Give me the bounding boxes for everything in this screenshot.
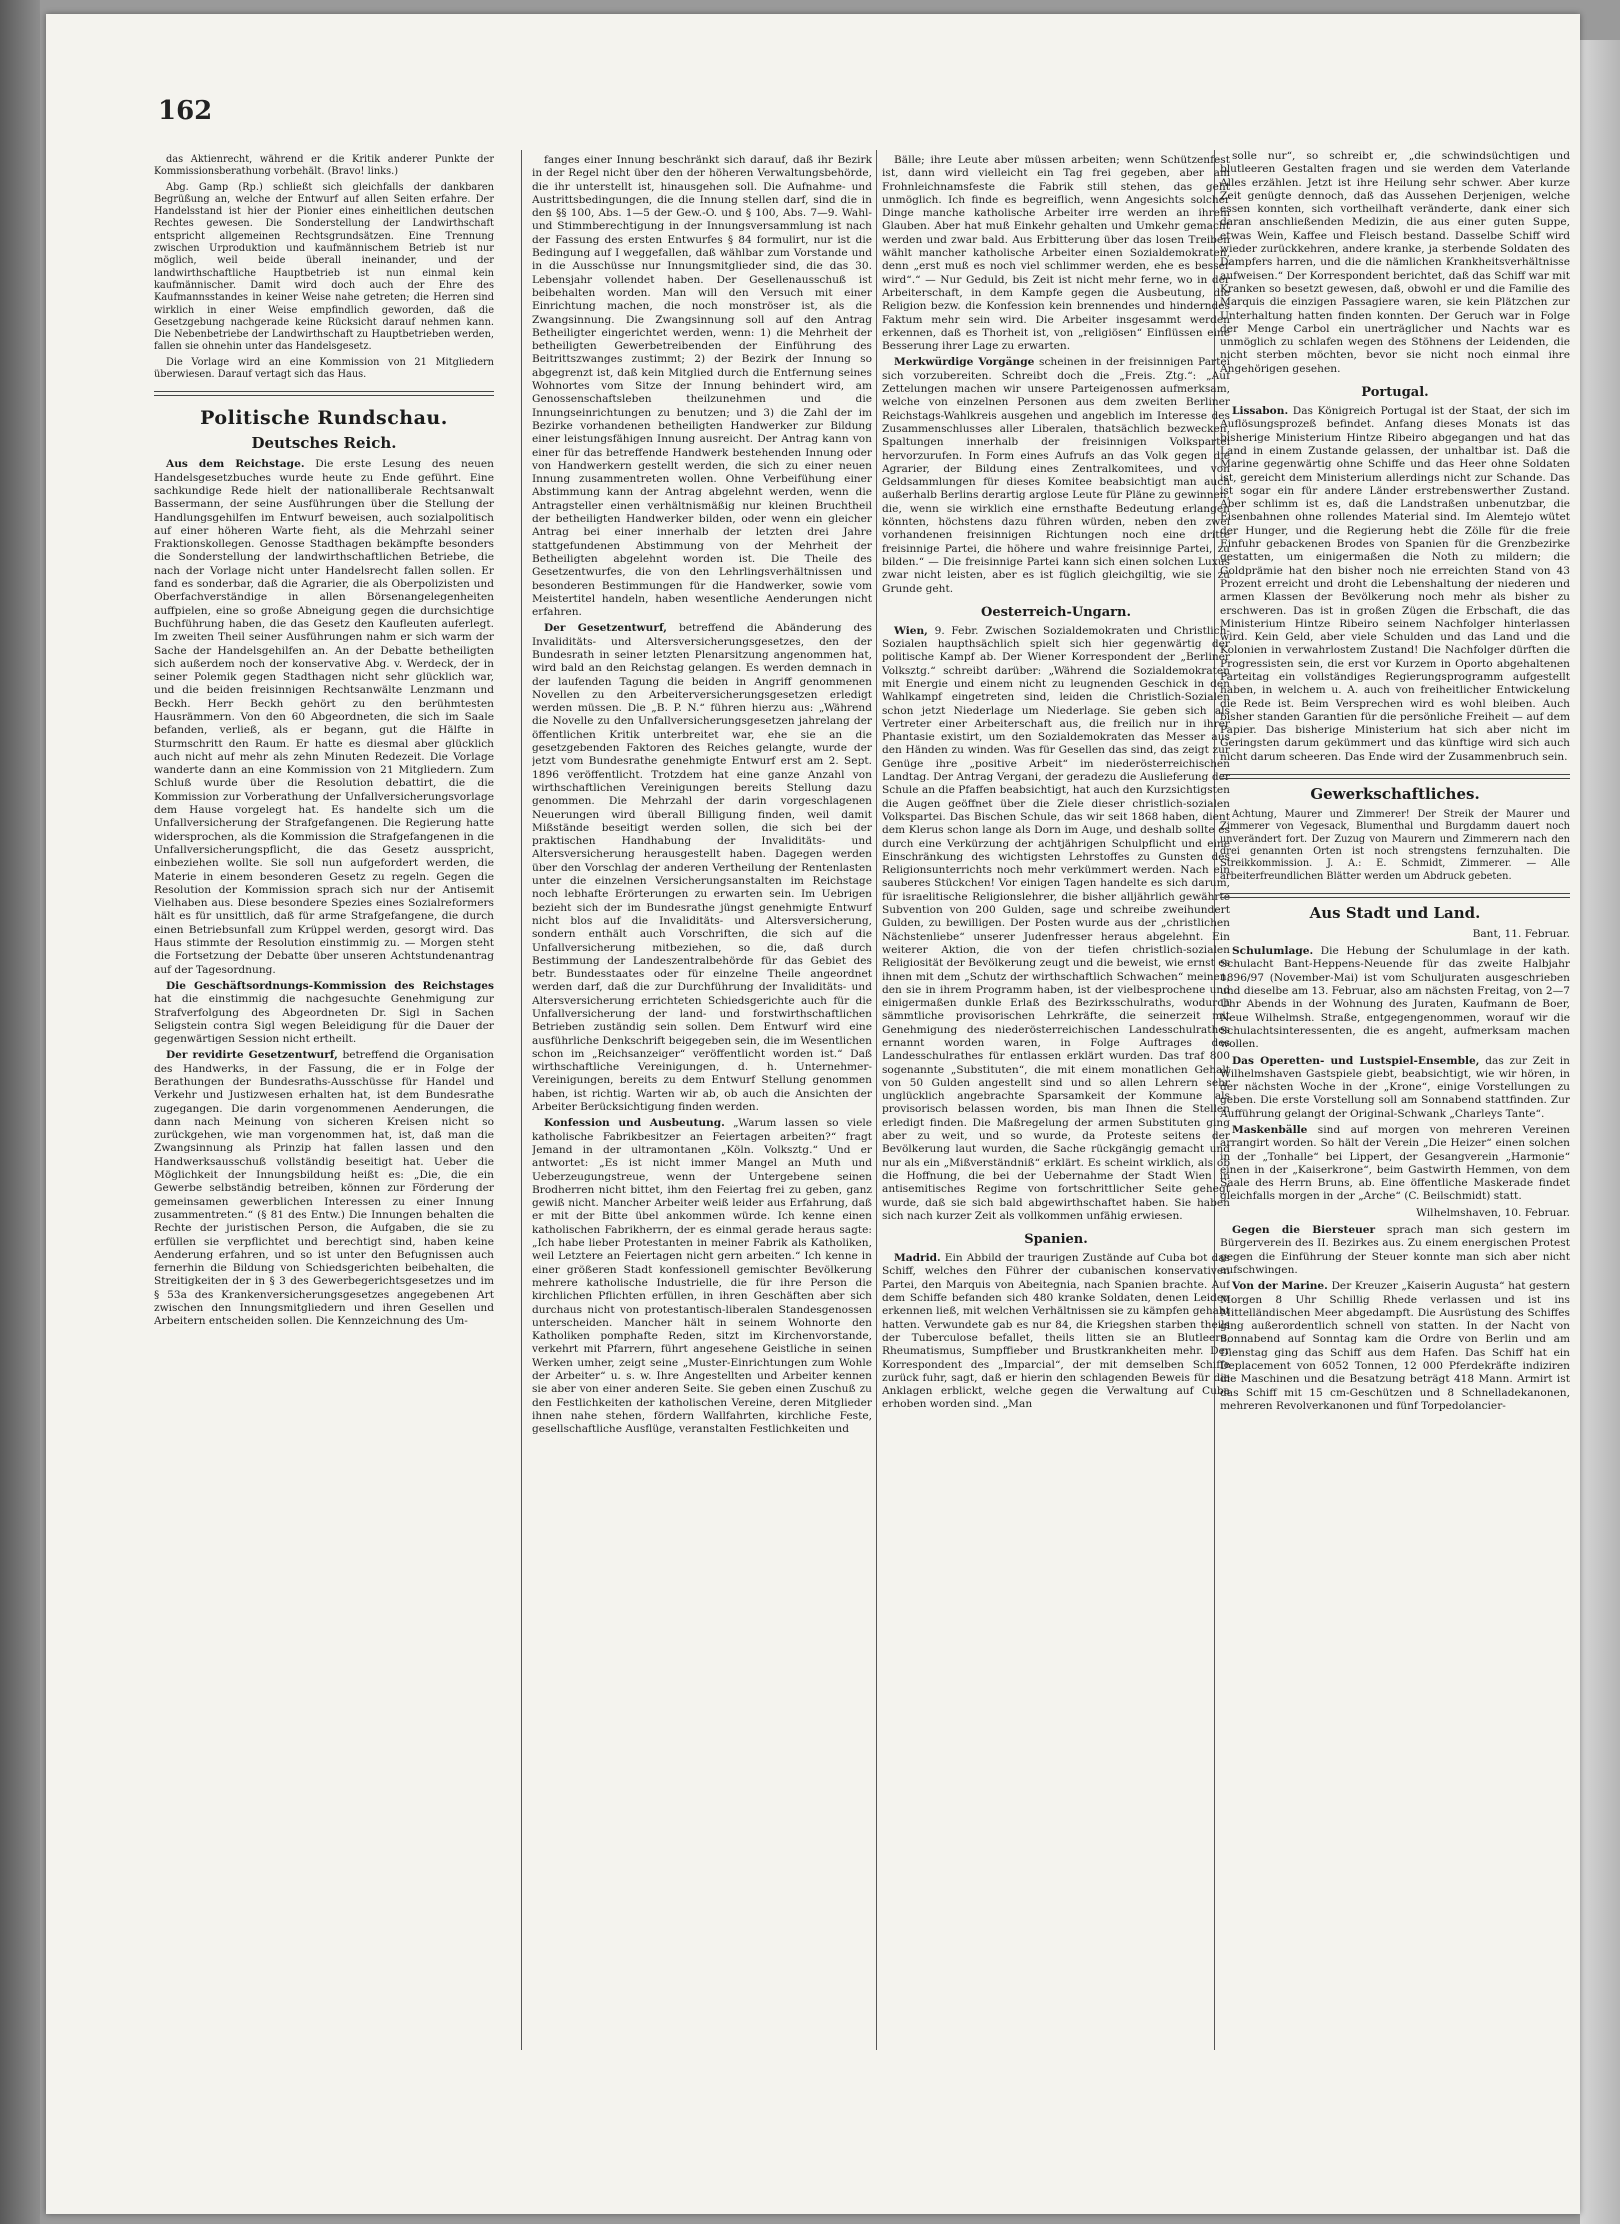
article-paragraph: Das Operetten- und Lustspiel-Ensemble, das zur Zeit in Wilhelmshaven Gastspiele giebt, beabsichtigt, wie wir hören, in der nächsten Woche in der „Krone“, einige Vorstellungen zu geben. Die erste Vorstellung soll am Sonnabend stattfinden. Zur Aufführung gelangt der Original-Schwank „Charleys Tante“. bbox=[1220, 1054, 1570, 1120]
scan-shadow bbox=[0, 0, 40, 2224]
article-lead: Schulumlage. bbox=[1232, 945, 1314, 958]
article-paragraph: Maskenbälle sind auf morgen von mehreren Vereinen arrangirt worden. So hält der Verein „Die Heizer“ einen solchen in der „Tonhalle“ bei Lippert, der Gesangverein „Harmonie“ einen in der „Kaiserkrone“, beim Gastwirth Hemmen, von dem Saale des Herrn Bruns, ab. Eine öffentliche Maskerade findet gleichfalls morgen in der „Arche“ (C. Beilschmidt) statt. bbox=[1220, 1124, 1570, 1203]
subsection-heading: Oesterreich-Ungarn. bbox=[981, 604, 1131, 620]
subsection-heading: Deutsches Reich. bbox=[251, 434, 397, 453]
article-lead: Konfession und Ausbeutung. bbox=[544, 1117, 725, 1130]
column-4 bbox=[1220, 150, 1570, 2050]
article-lead: Merkwürdige Vorgänge bbox=[894, 356, 1035, 369]
section-divider bbox=[1220, 893, 1570, 898]
article-lead: Die Geschäftsordnungs-Kommission des Reichstages bbox=[166, 979, 494, 992]
article-lead: Aus dem Reichstage. bbox=[166, 458, 305, 471]
article-paragraph: Madrid. Ein Abbild der traurigen Zustände auf Cuba bot das Schiff, welches den Führer der cubanischen konservativen Partei, den Marquis von Abeitegnia, nach Spanien brachte. Auf dem Schiffe befanden sich 480 kranke Soldaten, denen Leiden erkennen ließ, mit welchen Verhältnissen sie zu kämpfen gehabt hatten. Verwundete gab es nur 84, die Kriegshen starben theils der Tuberculose befallet, theils litten sie an Blutleere, Rheumatismus, Sumpffieber und Brustkrankheiten mehr. Der Korrespondent des „Imparcial“, der mit demselben Schiffe zurück fuhr, sagt, daß er hierin den schlagenden Beweis für die Anklagen erblickt, welche gegen die Verwaltung auf Cuba erhoben worden sind. „Man bbox=[882, 1252, 1230, 1411]
column-1 bbox=[154, 154, 494, 2034]
article-lead: Der revidirte Gesetzentwurf, bbox=[166, 1049, 338, 1062]
article-lead: Lissabon. bbox=[1232, 405, 1289, 418]
article-paragraph: Lissabon. Das Königreich Portugal ist der Staat, der sich im Auflösungsprozeß befindet. Anfang dieses Monats ist das bisherige Ministerium Hintze Ribeiro abgegangen und hat das Land in einem Zustande gelassen, der unhaltbar ist. Daß die Marine gegenwärtig ohne Schiffe und das Heer ohne Soldaten ist, gereicht dem Ministerium allerdings nicht zur Schande. Das ist sogar ein für andere Länder erstrebenswerther Zustand. Aber schlimm ist es, daß die Landstraßen unbenutzbar, die Eisenbahnen ohne rollendes Material sind. Im Alemtejo wütet der Hunger, und die Regierung hebt die Zölle für die freie Einfuhr gebackenen Brodes von Spanien für die Grenzbezirke gestatten, um einigermaßen die Noth zu mildern; die Goldprämie hat den bisher noch nie erreichten Stand von 43 Prozent erreicht und droht die Lebenshaltung der niederen und armen Klassen der Bevölkerung noch mehr als bisher zu erschweren. Das ist in großen Zügen die Erbschaft, die das Ministerium Hintze Ribeiro seinem Nachfolger hinterlassen wird. Kein Geld, aber viele Schulden und das Land und die Kolonien in verwahrlostem Zustand! Die Nachfolger dürften die Progressisten sein, die erst vor Kurzem in Oporto abgehaltenen Parteitag ein vollständiges Regierungsprogramm aufgestellt haben, in welchem u. A. auch von freiheitlicher Entwickelung die Rede ist. Beim Versprechen wird es wohl bleiben. Auch bisher standen Garantien für die persönliche Freiheit — auf dem Papier. Das bisherige Ministerium hat sich aber nicht im Geringsten darum gekümmert und das künftige wird sich auch nicht darum scheeren. Das Ende wird der Zusammenbruch sein. bbox=[1220, 405, 1570, 763]
section-heading: Aus Stadt und Land. bbox=[1309, 903, 1481, 922]
article-paragraph: Die Geschäftsordnungs-Kommission des Reichstages hat die einstimmig die nachgesuchte Genehmigung zur Strafverfolgung des Abgeordneten Dr. Sigl in Sachen Seligstein contra Sigl wegen Beleidigung für die Dauer der gegenwärtigen Session nicht ertheilt. bbox=[154, 979, 494, 1046]
article-lead: Maskenbälle bbox=[1232, 1124, 1308, 1136]
article-paragraph: Der Gesetzentwurf, betreffend die Abänderung des Invaliditäts- und Altersversicherungsgesetzes, den der Bundesrath in seiner letzten Plenarsitzung angenommen hat, wird bald an den Reichstag gelangen. Es werden demnach in der laufenden Tagung die beiden in Angriff genommenen Novellen zu den Arbeiterversicherungsgesetzen erledigt werden müssen. Die „B. P. N.“ führen hierzu aus: „Während die Novelle zu den Unfallversicherungsgesetzen jahrelang der öffentlichen Kritik unterbreitet war, ehe sie an die gesetzgebenden Faktoren des Reiches gelangte, wurde der jetzt vom Bundesrathe genehmigte Entwurf erst am 2. Sept. 1896 veröffentlicht. Trotzdem hat eine ganze Anzahl von wirthschaftlichen Vereinigungen bereits Stellung dazu genommen. Die Mehrzahl der darin vorgeschlagenen Neuerungen wird überall Billigung finden, weil damit Mißstände beseitigt werden sollen, die sich bei der praktischen Handhabung der Invaliditäts- und Altersversicherung herausgestellt haben. Dagegen werden über den Vorschlag der anderen Vertheilung der Rentenlasten unter die einzelnen Versicherungsanstalten im Reichstage noch lebhafte Erörterungen zu erwarten sein. Im Uebrigen bezieht sich der im Bundesrathe jüngst genehmigte Entwurf nicht blos auf die Invaliditäts- und Altersversicherung, sondern enthält auch Vorschriften, die sich auf die Unfallversicherung mitbeziehen, so die, daß durch Bestimmung der Landeszentralbehörde für das Gebiet des betr. Bundesstaates oder für einzelne Theile angeordnet werden darf, daß die zur Durchführung der Invaliditäts- und Altersversicherung errichteten Schiedsgerichte auch für die Unfallversicherung der land- und forstwirthschaftlichen Betrieben zuständig sein sollen. Dem Entwurf wird eine ausführliche Denkschrift beigegeben sein, die im Wesentlichen schon im „Reichsanzeiger“ veröffentlicht worden ist.“ Daß wirthschaftliche Vereinigungen, d. h. Unternehmer-Vereinigungen, bereits zu dem Entwurf Stellung genommen haben, ist richtig. Warten wir ab, ob auch die Ansichten der Arbeiter Berücksichtigung finden werden. bbox=[532, 622, 872, 1114]
article-paragraph: Schulumlage. Die Hebung der Schulumlage in der kath. Schulacht Bant-Heppens-Neuende für das zweite Halbjahr 1896/97 (November-Mai) ist vom Schuljuraten ausgeschrieben und dieselbe am 13. Februar, also am nächsten Freitag, von 2—7 Uhr Abends in der Wohnung des Juraten, Kaufmann de Boer, Neue Wilhelmsh. Straße, entgegengenommen, worauf wir die Schulachtsinteressenten, die es angeht, aufmerksam machen wollen. bbox=[1220, 945, 1570, 1051]
article-paragraph: Bälle; ihre Leute aber müssen arbeiten; wenn Schützenfest ist, dann wird vielleicht ein Tag frei gegeben, aber am Frohnleichnamsfeste die Fabrik still stehen, das geht unmöglich. Ich finde es begreiflich, wenn Angesichts solcher Dinge manche katholische Arbeiter irre werden an ihrem Glauben. Aber hat muß Einkehr gehalten und Umkehr gemacht werden und zwar bald. Aus Erbitterung über das losen Treiben wählt mancher katholische Arbeiter einen Sozialdemokraten, denn „erst muß es noch viel schlimmer werden, ehe es besser wird“.“ — Nur Geduld, bis Zeit ist nicht mehr ferne, wo in der Arbeiterschaft, in dem Kampfe gegen die Ausbeutung, die Religion bezw. die Konfession kein brennendes und hinderndes Faktum mehr sein wird. Die Arbeiter insgesammt werden erkennen, daß es Thorheit ist, von „religiösen“ Einflüssen eine Besserung ihrer Lage zu erwarten. bbox=[882, 154, 1230, 353]
article-lead: Von der Marine. bbox=[1232, 1280, 1328, 1293]
article-paragraph: Wien, 9. Febr. Zwischen Sozialdemokraten und Christlich-Sozialen haupthsächlich spielt sich hier gegenwärtig der politische Kampf ab. Der Wiener Korrespondent der „Berliner Volksztg.“ schreibt darüber: „Während die Sozialdemokraten mit Energie und einem nicht zu leugnenden Geschick in den Wahlkampf eingetreten sind, leiden die Christlich-Sozialen schon jetzt Niederlage um Niederlage. Sie geben sich als Vertreter einer Arbeiterschaft aus, die freilich nur in ihrer Phantasie existirt, um den Sozialdemokraten das Messer aus den Händen zu winden. Was für Gesellen das sind, das zeigt zur Genüge ihre „positive Arbeit“ im niederösterreichischen Landtag. Der Antrag Vergani, der geradezu die Auslieferung der Schule an die Pfaffen beabsichtigt, hat auch den Kurzsichtigsten die Augen geöffnet über die Ziele dieser christlich-sozialen Volkspartei. Das Bischen Schule, das wir seit 1868 haben, dient dem Klerus schon lange als Dorn im Auge, und deshalb sollte es durch eine Verkürzung der achtjährigen Schulpflicht und eine Einschränkung des wichtigsten Lehrstoffes zu Gunsten des Religionsunterrichts noch mehr verkümmert werden. Nach ein sauberes Stückchen! Vor einigen Tagen handelte es sich darum, für israelitische Religionslehrer, die bisher alljährlich gewährte Subvention von 200 Gulden, sage und schreibe zweihundert Gulden, zu bewilligen. Der Posten wurde aus der „christlichen Nächstenliebe“ unserer Judenfresser heraus abgelehnt. Ein weiterer Aktion, die von der tiefen christlich-sozialen Religiosität der Bevölkerung zeugt und die beweist, wie ernst es ihnen mit dem „Schutz der wirthschaftlich Schwachen“ meinen, den sie in ihrem Programm haben, ist der vielbesprochene und einigermaßen dunkle Erlaß des Bezirksschulraths, wodurch sämmtliche provisorischen Lehrkräfte, die seinerzeit mit Genehmigung des niederösterreichischen Landesschulrathes ernannt worden waren, in Folge Auftrages des Landesschulrathes für entlassen erklärt wurden. Das traf 800 sogenannte „Substituten“, die mit einem monatlichen Gehalt von 50 Gulden angestellt sind und so allen Lehrern sehr unglücklich angebrachte Sparsamkeit der Kommune als provisorisch belassen worden, bis man Ihnen die Stellen erledigt finden. Die Maßregelung der armen Substituten ging aber zu weit, und so wurde, da Proteste seitens der Bevölkerung laut wurden, die Sache rückgängig gemacht und nur als ein „Mißverständniß“ erklärt. Es scheint wirklich, als ob die Hoffnung, die bei der Uebernahme der Stadt Wien in antisemitisches Regime von fortschrittlicher Seite gehegt wurde, daß sie sich bald abgewirthschaftet haben. Sie haben sich nach kurzer Zeit als vollkommen unfähig erwiesen. bbox=[882, 624, 1230, 1222]
article-lead: Madrid. bbox=[894, 1252, 941, 1265]
paragraph: das Aktienrecht, während er die Kritik anderer Punkte der Kommissionsberathung vorbehält. (Bravo! links.) bbox=[154, 154, 494, 178]
column-2 bbox=[532, 154, 872, 2054]
article-paragraph: Aus dem Reichstage. Die erste Lesung des neuen Handelsgesetzbuches wurde heute zu Ende geführt. Eine sachkundige Rede hielt der nationalliberale Rechtsanwalt Bassermann, der seine Ausführungen über die Stellung der Handlungsgehilfen im Entwurf beweisen, auch sozialpolitisch auf einer höheren Warte fieht, als die Mehrzahl seiner Fraktionskollegen. Genosse Stadthagen bekämpfte besonders die Sonderstellung der landwirthschaftlichen Betriebe, die nach der Vorlage nicht unter Handelsrecht fallen sollen. Er fand es sonderbar, daß die Agrarier, die als Oberpolizisten und Oberfachverständige in allen Börsenangelegenheiten auffpielen, eine so große Abneigung gegen die durchsichtige Buchführung haben, die das Gesetz den Kaufleuten auferlegt. Im zweiten Theil seiner Ausführungen nahm er sich warm der Sache der Handelsgehilfen an. An der Debatte betheiligten sich außerdem noch der konservative Abg. v. Werdeck, der in seiner Polemik gegen Stadthagen nicht sehr glücklich war, und die beiden freisinnigen Rechtsanwälte Lenzmann und Beckh. Herr Beckh gehört zu den berühmtesten Hausrämmern. Von den 60 Abgeordneten, die sich im Saale befanden, verließ, als er begann, gut die Hälfte in Sturmschritt den Raum. Er hatte es diesmal aber glücklich auch nicht auf mehr als zehn Minuten Redezeit. Die Vorlage wanderte dann an eine Kommission von 21 Mitgliedern. Zum Schluß wurde über die Resolution debattirt, die die Kommission zur Vorberathung der Unfallversicherungsvorlage dem Hause vorgelegt hat. Es handelte sich um die Unfallversicherung der Strafgefangenen. Die Regierung hatte widersprochen, als die Kommission die Strafgefangenen in die Unfallversicherungspflicht, die das Gesetz ausspricht, einbeziehen wollte. Sie soll nun aufgefordert werden, die Materie in einem besonderen Gesetz zu regeln. Gegen die Resolution der Kommission sprach sich nur der Antisemit Vielhaben aus. Diese besondere Spezies eines Sozialreformers hält es für unsittlich, daß für arme Strafgefangene, die durch einen Betriebsunfall zum Krüppel werden, gesorgt wird. Das Haus stimmte der Resolution einstimmig zu. — Morgen steht die Fortsetzung der Debatte über unseren Achtstundenantrag auf der Tagesordnung. bbox=[154, 458, 494, 976]
article-paragraph: Merkwürdige Vorgänge scheinen in der freisinnigen Partei sich vorzubereiten. Schreibt doch die „Freis. Ztg.“: „Auf Zettelungen machen wir unsere Parteigenossen aufmerksam, welche von einzelnen Personen aus dem zweiten Berliner Reichstags-Wahlkreis ausgehen und angeblich im Interesse des Zusammenschlusses aller Liberalen, thatsächlich bezwecken, Spaltungen innerhalb der freisinnigen Volkspartei hervorzurufen. In Form eines Aufrufs an das Volk gegen die Agrarier, der Bildung eines Zentralkomitees, und von Geldsammlungen für dieses Komitee beabsichtigt man auch außerhalb Berlins derartig arglose Leute für Pläne zu gewinnen, die, wenn sie wirklich eine ernsthafte Bedeutung erlangen könnten, höchstens dazu führen würden, neben den zwei vorhandenen freisinnigen Richtungen noch eine dritte freisinnige Partei, die höhere und wahre freisinnige Partei, zu bilden.“ — Die freisinnige Partei kann sich einen solchen Luxus zwar nicht leisten, aber es ist füglich gleichgiltig, wie sie zu Grunde geht. bbox=[882, 356, 1230, 595]
section-heading: Politische Rundschau. bbox=[200, 407, 448, 430]
section-heading: Gewerkschaftliches. bbox=[1310, 785, 1480, 804]
article-paragraph: fanges einer Innung beschränkt sich darauf, daß ihr Bezirk in der Regel nicht über den der höheren Verwaltungsbehörde, die ihr unterstellt ist, hinausgehen soll. Die Aufnahme- und Austrittsbedingungen, die die Innung stellen darf, sind die in den §§ 100, Abs. 1—5 der Gew.-O. und § 100, Abs. 7—9. Wahl- und Stimmberechtigung in der Innungsversammlung ist nach der Fassung des ersten Entwurfes § 84 formulirt, nur ist die Bedingung auf I weggefallen, daß wählbar zum Vorstande und in die Ausschüsse nur Innungsmitglieder sind, die das 30. Lebensjahr vollendet haben. Der Gesellenausschuß ist beibehalten worden. Man will den Versuch mit einer Einrichtung machen, die noch monströser ist, als die Zwangsinnung. Die Zwangsinnung soll auf den Antrag Betheiligter eingerichtet werden, wenn: 1) die Mehrheit der betheiligten Gewerbetreibenden der Einführung des Beitrittszwanges zustimmt; 2) der Bezirk der Innung so abgegrenzt ist, daß kein Mitglied durch die Entfernung seines Wohnortes vom Sitze der Innung behindert wird, am Genossenschaftsleben theilzunehmen und die Innungseinrichtungen zu benutzen; und 3) die Zahl der im Bezirke vorhandenen betheiligten Handwerker zur Bildung einer leistungsfähigen Innung ausreicht. Der Antrag kann von einer für das betreffende Handwerk bestehenden Innung oder von Handwerkern gestellt werden, die sich zu einer neuen Innung zusammentreten wollen. Ohne Verbeifühung einer Abstimmung kann der Antrag abgelehnt werden, wenn die Antragsteller einen verhältnismäßig nur kleinen Bruchtheil der betheiligten Handwerker bilden, oder wenn ein gleicher Antrag bei einer innerhalb der letzten drei Jahre stattgefundenen Abstimmung von der Mehrheit der Betheiligten abgelehnt worden ist. Die Theile des Gesetzentwurfes, die von den Lehrlingsverhältnissen und besonderen Bestimmungen für die Handwerker, sowie vom Meistertitel handeln, haben wesentliche Aenderungen nicht erfahren. bbox=[532, 154, 872, 619]
subsection-heading: Portugal. bbox=[1361, 385, 1429, 401]
subsection-heading: Spanien. bbox=[1024, 1232, 1088, 1248]
paragraph: Die Vorlage wird an eine Kommission von 21 Mitgliedern überwiesen. Darauf vertagt sich das Haus. bbox=[154, 356, 494, 381]
column-rule bbox=[876, 150, 877, 2050]
article-lead: Wien, bbox=[894, 624, 928, 637]
paragraph: Abg. Gamp (Rp.) schließt sich gleichfalls der dankbaren Begrüßung an, welche der Entwurf auf allen Seiten erfahre. Der Handelsstand ist hier der Pionier eines einheitlichen deutschen Rechtes gewesen. Die Sonderstellung der Landwirthschaft entspricht allgemeinen Rechtsgrundsätzen. Eine Trennung zwischen Urproduktion und kaufmännischem Betrieb ist nur möglich, weil beide überall ineinander, und der landwirthschaftliche Hauptbetrieb ist nun einmal kein kaufmännischer. Damit wird doch auch der Ehre des Kaufmannsstandes in keiner Weise nahe getreten; die Herren sind wirklich in einer Weise empfindlich geworden, daß die Gesetzgebung nachgerade keine Rücksicht darauf nehmen kann. Die Nebenbetriebe der Landwirthschaft zu Hauptbetrieben werden, fallen sie ohnehin unter das Handelsgesetz. bbox=[154, 181, 494, 353]
dateline: Wilhelmshaven, 10. Februar. bbox=[1416, 1206, 1570, 1219]
notice-paragraph: Achtung, Maurer und Zimmerer! Der Streik der Maurer und Zimmerer von Vegesack, Blumenthal und Burgdamm dauert noch unverändert fort. Der Zuzug von Maurern und Zimmerern nach den drei genannten Orten ist noch strengstens fernzuhalten. Die Streikkommission. J. A.: E. Schmidt, Zimmerer. — Alle arbeiterfreundlichen Blätter werden um Abdruck gebeten. bbox=[1220, 809, 1570, 882]
section-divider bbox=[154, 391, 494, 396]
newspaper-page bbox=[46, 14, 1580, 2214]
article-lead: Das Operetten- und Lustspiel-Ensemble, bbox=[1232, 1054, 1480, 1067]
section-divider bbox=[1220, 774, 1570, 779]
article-paragraph: Gegen die Biersteuer sprach man sich gestern im Bürgerverein des II. Bezirkes aus. Zu einem energischen Protest gegen die Einführung der Steuer konnte man sich aber nicht aufschwingen. bbox=[1220, 1224, 1570, 1276]
article-paragraph: Konfession und Ausbeutung. „Warum lassen so viele katholische Fabrikbesitzer an Feiertagen arbeiten?“ fragt Jemand in der ultramontanen „Köln. Volksztg.“ Und er antwortet: „Es ist nicht immer Mangel an Muth und Ueberzeugungstreue, wenn der Untergebene seinen Brodherren nicht bittet, ihm den Feiertag frei zu geben, ganz gewiß nicht. Mancher Arbeiter weiß leider aus Erfahrung, daß er mit der Bitte übel ankommen würde. Ich kenne einen katholischen Fabrikherrn, der es einmal gerade heraus sagte: „Ich habe lieber Protestanten in meiner Fabrik als Katholiken, weil Letztere an Feiertagen nicht gern arbeiten.“ Ich kenne in einer größeren Stadt konfessionell gemischter Bevölkerung mehrere katholische Industrielle, die für ihre Person die kirchlichen Pflichten erfüllen, in ihren Geschäften aber sich durchaus nicht von protestantisch-liberalen Standesgenossen unterscheiden. Mancher hält in seinem Wohnorte den Katholiken pomphafte Reden, sitzt im Kirchenvorstande, verkehrt mit Pfarrern, führt angesehene Geistliche in seinen Werken umher, zeigt seine „Muster-Einrichtungen zum Wohle der Arbeiter“ u. s. w. Ihre Angestellten und Arbeiter kennen sie aber von einer anderen Seite. Sie geben einen Zuschuß zu den Festlichkeiten der katholischen Vereine, deren Mitglieder ihnen nahe stehen, fördern Wallfahrten, kirchliche Feste, gesellschaftliche Ausflüge, veranstalten Festlichkeiten und bbox=[532, 1117, 872, 1436]
dateline: Bant, 11. Februar. bbox=[1472, 927, 1570, 940]
article-lead: Gegen die Biersteuer bbox=[1232, 1224, 1376, 1237]
column-rule bbox=[521, 150, 522, 2050]
article-paragraph: Von der Marine. Der Kreuzer „Kaiserin Augusta“ hat gestern Morgen 8 Uhr Schillig Rhede verlassen und ist ins Mittelländischen Meer abgedampft. Die Ausrüstung des Schiffes ging außerordentlich schnell von statten. In der Nacht von Sonnabend auf Sonntag kam die Ordre von Berlin und am Dienstag ging das Schiff aus dem Hafen. Das Schiff hat ein Deplacement von 6052 Tonnen, 12 000 Pferdekräfte indiziren die Maschinen und die Besatzung beträgt 418 Mann. Armirt ist das Schiff mit 15 cm-Geschützen und 8 Schnelladekanonen, mehreren Revolverkanonen und fünf Torpedolancier- bbox=[1220, 1280, 1570, 1412]
column-3 bbox=[882, 154, 1230, 2054]
article-paragraph: Der revidirte Gesetzentwurf, betreffend die Organisation des Handwerks, in der Fassung, die er in Folge der Berathungen der Bundesraths-Ausschüsse für Handel und Verkehr und Justizwesen erhalten hat, ist dem Bundesrathe zugegangen. Die darin vorgenommenen Aenderungen, die dann nach Meinung von sicheren Kreisen nicht so zurückgehen, wie man vorgenommen hat, ist, daß man die Zwangsinnung als Prinzip hat fallen lassen und den Handwerksausschuß vollständig beseitigt hat. Ueber die Möglichkeit der Innungsbildung heißt es: „Die, die ein Gewerbe selbständig betreiben, können zur Förderung der gemeinsamen gewerblichen Interessen zu einer Innung zusammentreten.“ (§ 81 des Entw.) Die Innungen behalten die Rechte der juristischen Person, die Aufgaben, die sie zu erfüllen sie verpflichtet und berechtigt sind, haben keine Aenderung erfahren, und so ist unter den Befugnissen auch fernerhin die Bildung von Schiedsgerichten beibehalten, die Streitigkeiten der in § 3 des Gewerbegerichtsgesetzes und im § 53a des Krankenversicherungsgesetzes angegebenen Art zwischen den Innungsmitgliedern und ihren Gesellen und Arbeitern entscheiden sollen. Die Kennzeichnung des Um- bbox=[154, 1049, 494, 1328]
article-paragraph: solle nur“, so schreibt er, „die schwindsüchtigen und blutleeren Gestalten fragen und sie werden dem Vaterlande Alles erzählen. Jetzt ist ihre Heilung sehr schwer. Aber kurze Zeit genügte dennoch, daß das Aussehen Derjenigen, welche essen konnten, sich vortheilhaft veränderte, dank einer sich daran anschließenden Medizin, die aus einer guten Suppe, etwas Wein, Kaffee und Fleisch bestand. Dasselbe Schiff wird wieder zurückkehren, andere kranke, ja sterbende Soldaten des Dampfers harren, und die die nämlichen Krankheitsverhältnisse aufweisen.“ Der Korrespondent berichtet, daß das Schiff war mit Kranken so besetzt gewesen, daß, obwohl er und die Familie des Marquis die einzigen Passagiere waren, sie kein Plätzchen zur Unterhaltung hatten finden konnten. Der Geruch war in Folge der Menge Carbol ein unerträglicher und Nachts war es unmöglich zu schlafen wegen des Stöhnens der Leidenden, die nicht sterben möchten, bevor sie nicht noch einmal ihre Angehörigen gesehen. bbox=[1220, 150, 1570, 375]
next-page-edge bbox=[1580, 40, 1620, 2224]
page-number: 162 bbox=[158, 96, 213, 126]
article-lead: Der Gesetzentwurf, bbox=[544, 622, 667, 635]
